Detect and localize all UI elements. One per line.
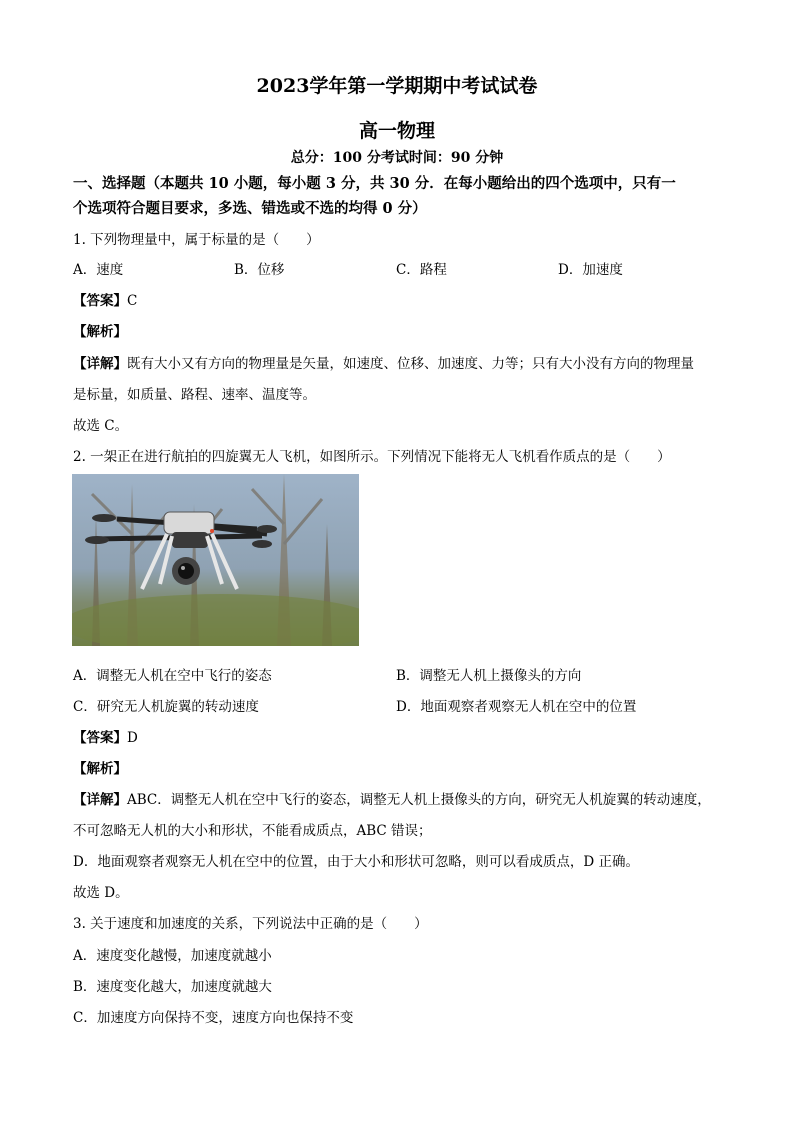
- q3-option-c: C．加速度方向保持不变，速度方向也保持不变: [73, 1010, 354, 1026]
- q1-stem: 1. 下列物理量中，属于标量的是（ ）: [73, 232, 320, 248]
- q2-detail-line1: [73, 788, 711, 808]
- detail-tag: 【详解】: [73, 792, 127, 808]
- detail-text: 既有大小又有方向的物理量是矢量，如速度、位移、加速度、力等；只有大小没有方向的物理量: [127, 356, 694, 372]
- q2-answer: [73, 726, 138, 746]
- q2-option-c: C．研究无人机旋翼的转动速度: [73, 699, 259, 715]
- section-heading-line1: 一、选择题（本题共 10 小题，每小题 3 分，共 30 分．在每小题给出的四个选项中，只有一: [73, 175, 676, 192]
- answer-tag: 【答案】: [73, 730, 127, 746]
- section-heading-line2: 个选项符合题目要求，多选、错选或不选的均得 0 分）: [73, 200, 427, 217]
- answer-value: C: [127, 293, 138, 309]
- exam-info: 总分：100 分考试时间：90 分钟: [290, 150, 504, 166]
- q1-option-d: D．加速度: [558, 262, 623, 278]
- q1-detail-line1: [73, 352, 694, 372]
- q2-option-d: D．地面观察者观察无人机在空中的位置: [396, 699, 637, 715]
- q2-option-b: B．调整无人机上摄像头的方向: [396, 668, 582, 684]
- exam-title: 2023学年第一学期期中考试试卷: [256, 75, 538, 97]
- q3-option-b: B．速度变化越大，加速度就越大: [73, 979, 272, 995]
- q1-conclusion: 故选 C。: [73, 418, 129, 434]
- q1-analysis-tag: 【解析】: [73, 324, 127, 340]
- q2-analysis-tag: 【解析】: [73, 761, 127, 777]
- q1-option-c: C．路程: [396, 262, 447, 278]
- detail-text: ABC．调整无人机在空中飞行的姿态，调整无人机上摄像头的方向，研究无人机旋翼的转动速度，: [127, 792, 711, 808]
- q3-option-a: A．速度变化越慢，加速度就越小: [73, 948, 272, 964]
- detail-tag: 【详解】: [73, 356, 127, 372]
- q2-stem: 2. 一架正在进行航拍的四旋翼无人飞机，如图所示。下列情况下能将无人飞机看作质点的是（ ）: [73, 449, 671, 465]
- q2-option-a: A．调整无人机在空中飞行的姿态: [73, 668, 272, 684]
- q1-detail-line2: 是标量，如质量、路程、速率、温度等。: [73, 387, 316, 403]
- answer-value: D: [127, 730, 138, 746]
- q1-option-b: B．位移: [234, 262, 285, 278]
- q2-detail-line2: 不可忽略无人机的大小和形状，不能看成质点，ABC 错误；: [73, 823, 432, 839]
- answer-tag: 【答案】: [73, 293, 127, 309]
- q2-detail-line3: D．地面观察者观察无人机在空中的位置，由于大小和形状可忽略，则可以看成质点，D 正确。: [73, 854, 639, 870]
- q1-option-a: A．速度: [73, 262, 124, 278]
- subject-title: 高一物理: [358, 120, 435, 142]
- q2-conclusion: 故选 D。: [73, 885, 129, 901]
- drone-photo: [72, 474, 359, 646]
- q1-answer: [73, 289, 137, 309]
- q3-stem: 3. 关于速度和加速度的关系，下列说法中正确的是（ ）: [73, 916, 428, 932]
